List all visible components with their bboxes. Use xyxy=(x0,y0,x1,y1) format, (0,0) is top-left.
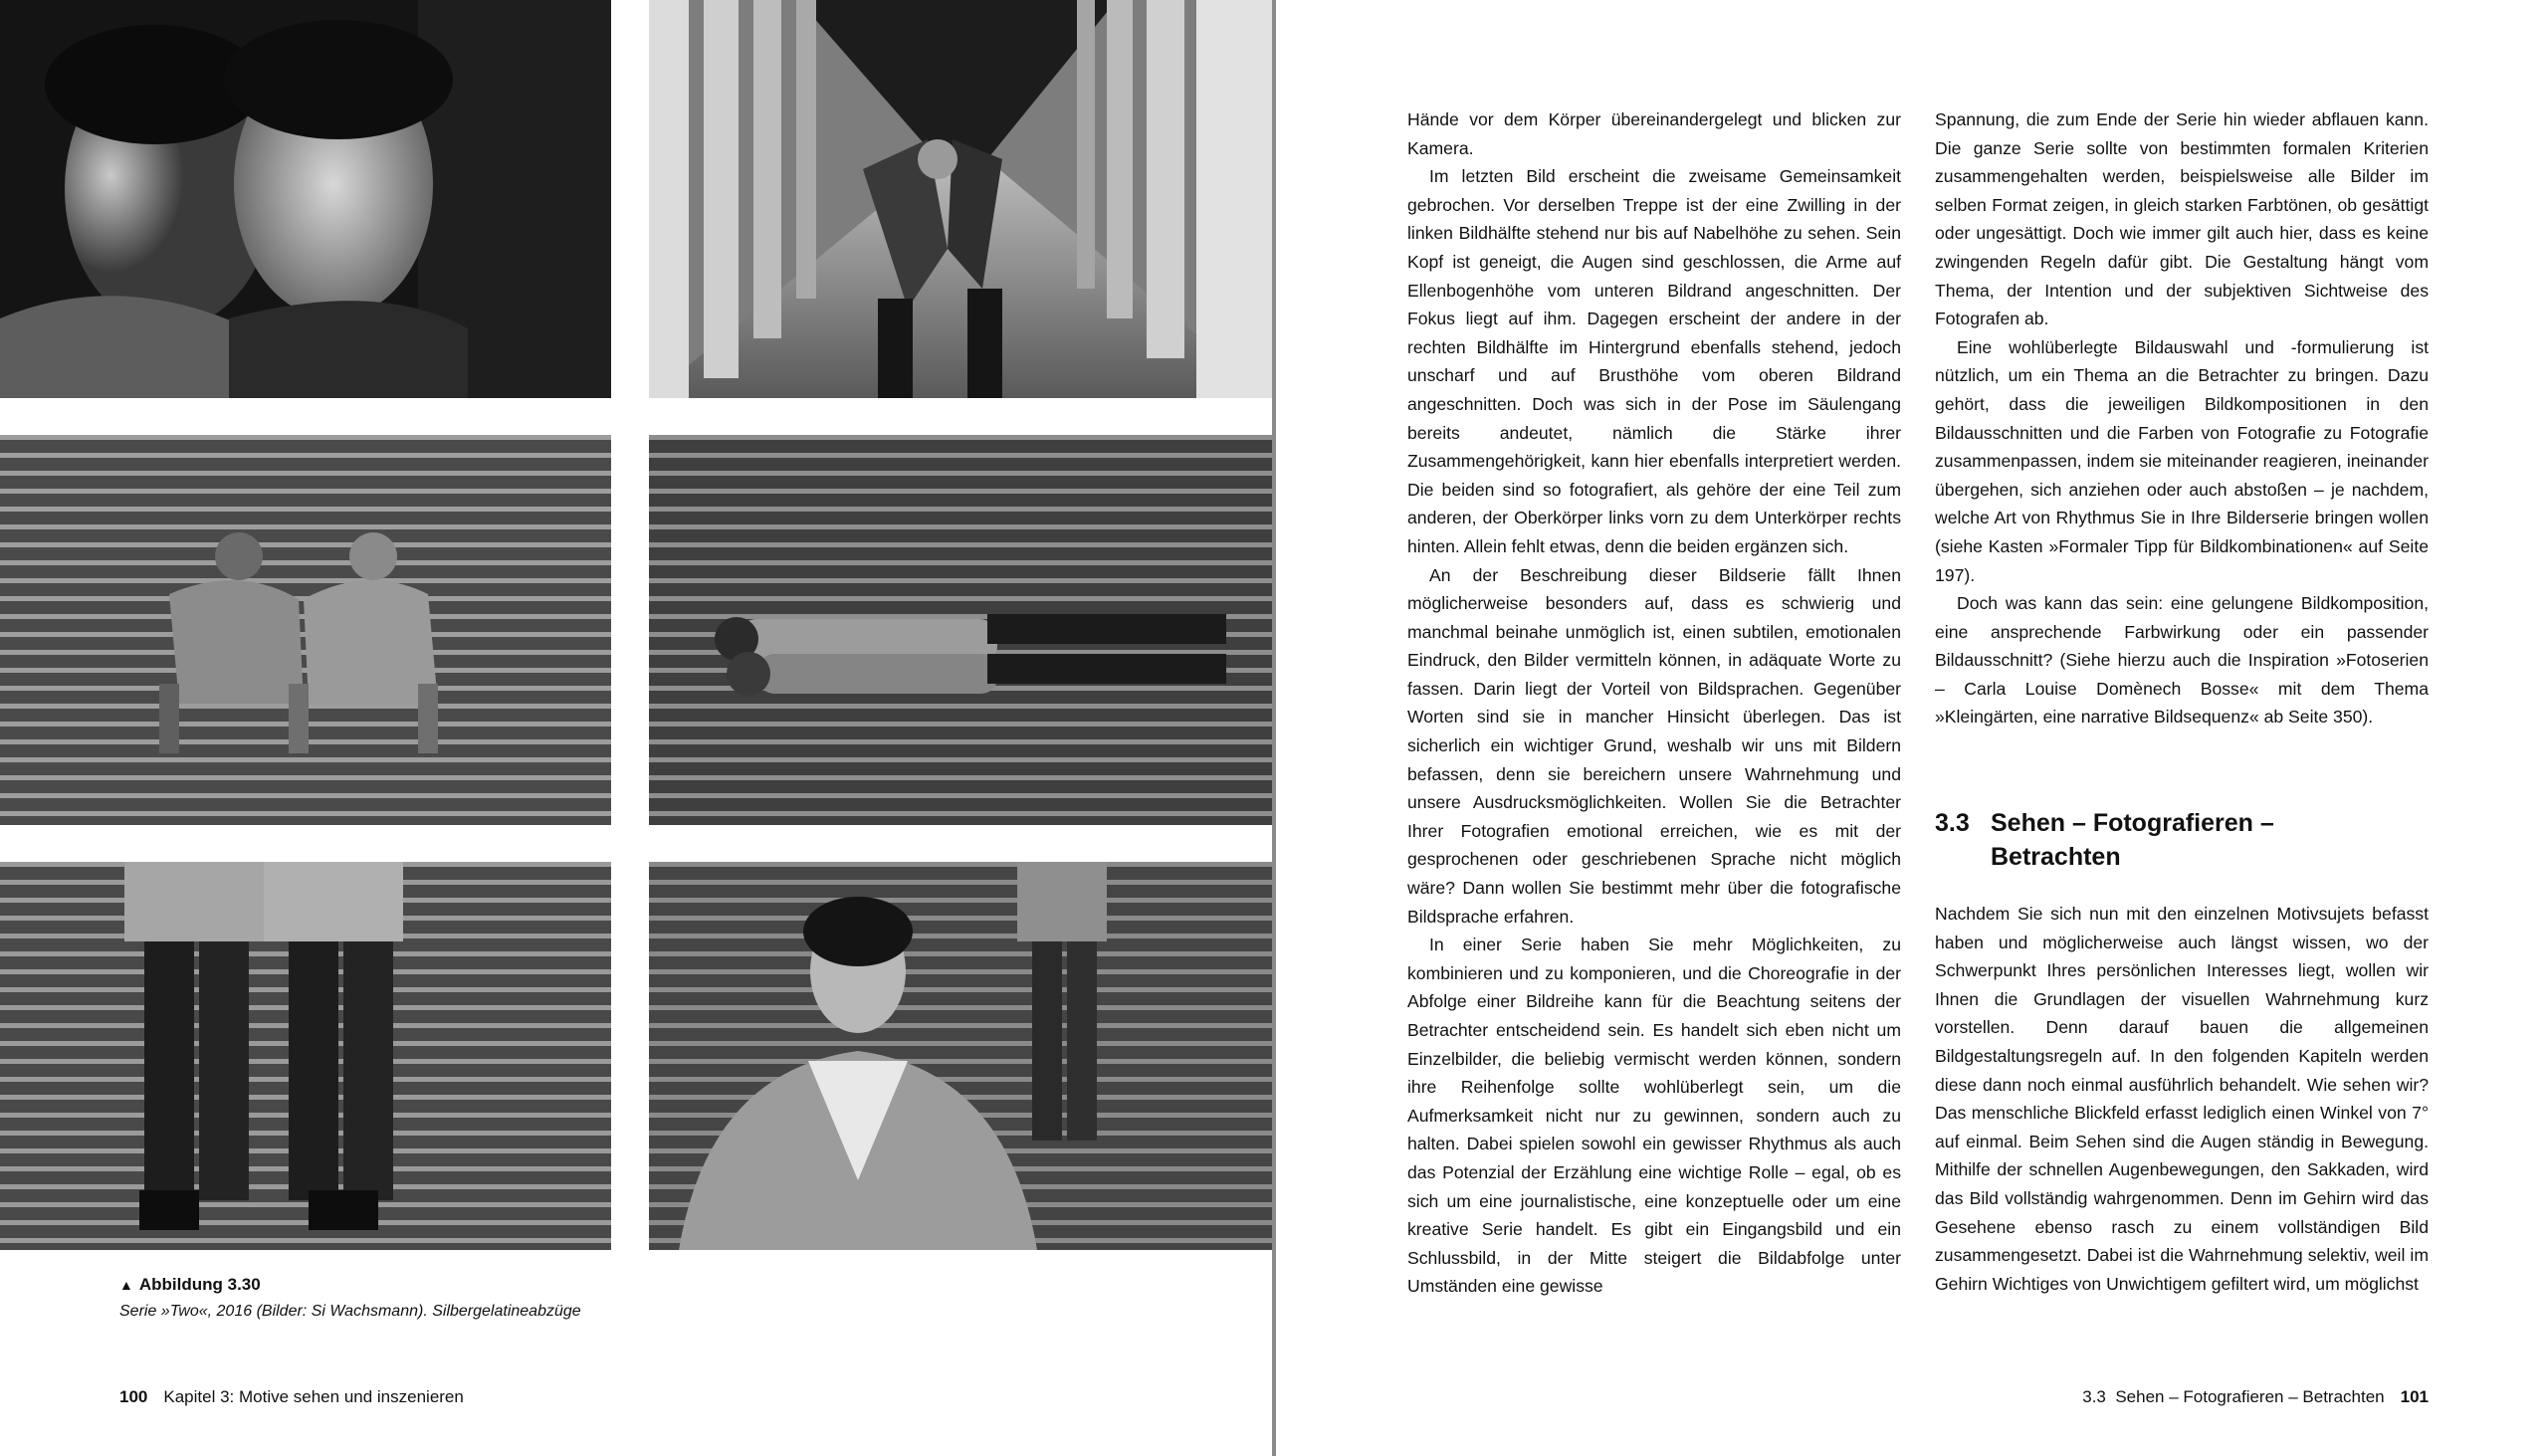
paragraph: In einer Serie haben Sie mehr Möglichkeiten, zu kombinieren und zu komponieren, und die Choreografie in der Abfolge einer Bildreihe kann für die Beachtung seitens der Betrachter entscheidend sein. Es handelt sich eben nicht um Einzelbilder, die beliebig vermischt werden können, sondern ihre Reihenfolge sollte wohlüberlegt sein, um die Aufmerksamkeit nicht nur zu gewinnen, sondern auch zu halten. Dabei spielen sowohl ein gewisser Rhythmus als auch das Potenzial der Erzählung eine wichtige Rolle – egal, ob es sich um eine journalistische, eine konzeptuelle oder um eine kreative Serie handelt. Es gibt ein Eingangsbild und ein Schlussbild, in der Mitte steigert die Bildabfolge unter Umständen eine gewisse xyxy=(1407,935,1901,1297)
left-folio xyxy=(119,1385,464,1409)
paragraph: Im letzten Bild erscheint die zweisame Gemeinsamkeit gebrochen. Vor derselben Treppe ist der eine Zwilling in der linken Bildhälfte stehend nur bis auf Nabelhöhe zu sehen. Sein Kopf ist geneigt, die Augen sind geschlossen, die Arme auf Ellenbogenhöhe vom unteren Bildrand angeschnitten. Der Fokus liegt auf ihm. Dagegen erscheint der andere in der rechten Bildhälfte im Hintergrund ebenfalls stehend, jedoch unscharf und auf Brusthöhe vom oberen Bildrand angeschnitten. Doch was sich in der Pose im Säulengang bereits andeutet, nämlich die Stärke ihrer Zusammengehörigkeit, kann hier ebenfalls interpretiert werden. Die beiden sind so fotografiert, als gehöre der eine Teil zum anderen, der Oberkörper links vorn zu dem Unterkörper rechts hinten. Allein fehlt etwas, denn die beiden ergänzen sich. xyxy=(1407,166,1901,556)
section-number: 3.3 xyxy=(1935,809,1970,837)
left-page xyxy=(0,0,1272,1456)
paragraph: Doch was kann das sein: eine gelungene Bildkomposition, eine ansprechende Farbwirkung oder ein passender Bildausschnitt? (Siehe hierzu auch die Inspiration »Fotoserien – Carla Louise Domènech Bosse« mit dem Thema »Kleingärten, eine narrative Bildsequenz« ab Seite 350). xyxy=(1935,593,2429,728)
photo-twins-stairs-portrait xyxy=(649,862,1272,1250)
right-folio xyxy=(2082,1385,2429,1409)
section-title-line2: Betrachten xyxy=(1991,843,2121,871)
section-heading xyxy=(1935,806,2429,874)
photo-twins-colonnade xyxy=(649,0,1272,398)
photo-twins-stairs-crouch xyxy=(0,435,611,825)
right-page xyxy=(1276,0,2548,1456)
caption-text: Serie »Two«, 2016 (Bilder: Si Wachsmann). Silbergelatineabzüge xyxy=(119,1303,581,1320)
running-head-left: Kapitel 3: Motive sehen und inszenieren xyxy=(163,1387,464,1406)
caption-title xyxy=(119,1273,717,1297)
paragraph: Hände vor dem Körper übereinandergelegt und blicken zur Kamera. xyxy=(1407,109,1901,158)
text-column-right xyxy=(1935,105,2429,731)
photo-twins-embrace xyxy=(0,0,611,398)
photo-twins-stairs-legs xyxy=(0,862,611,1250)
running-head-right: 3.3 Sehen – Fotografieren – Betrachten xyxy=(2082,1387,2385,1406)
section-body xyxy=(1935,900,2429,1298)
photo-twins-stairs-lying xyxy=(649,435,1272,825)
text-column-left xyxy=(1407,105,1901,1301)
caption-title-text: Abbildung 3.30 xyxy=(138,1275,261,1294)
figure-caption xyxy=(119,1273,717,1324)
paragraph: Eine wohlüberlegte Bildauswahl und -formulierung ist nützlich, um ein Thema an die Betrachter zu bringen. Dazu gehört, dass die jeweiligen Bildkompositionen in den Bildausschnitten und die Farben von Fotografie zu Fotografie zusammenpassen, indem sie miteinander reagieren, ineinander übergehen, sich anziehen oder auch abstoßen – je nachdem, welche Art von Rhythmus Sie in Ihre Bilderserie bringen wollen (siehe Kasten »Formaler Tipp für Bildkombinationen« auf Seite 197). xyxy=(1935,336,2429,585)
paragraph: Nachdem Sie sich nun mit den einzelnen Motivsujets befasst haben und möglicherweise auch längst wissen, wo der Schwerpunkt Ihres persönlichen Interesses liegt, wollen wir Ihnen die Grundlagen der visuellen Wahrnehmung kurz vorstellen. Denn darauf bauen die allgemeinen Bildgestaltungsregeln auf. In den folgenden Kapiteln werden diese dann noch einmal ausführlich behandelt. Wie sehen wir? Das menschliche Blickfeld erfasst lediglich einen Winkel von 7° auf einmal. Beim Sehen sind die Augen ständig in Bewegung. Mithilfe der schnellen Augenbewegungen, den Sakkaden, wird das Bild vollständig wahrgenommen. Denn im Gehirn wird das Gesehene ebenso rasch zu einem vollständigen Bild zusammengesetzt. Dabei ist die Wahrnehmung selektiv, weil im Gehirn Wichtiges von Unwichtigem gefiltert wird, um möglichst xyxy=(1935,904,2429,1294)
paragraph: Spannung, die zum Ende der Serie hin wieder abflauen kann. Die ganze Serie sollte von bestimmten formalen Kriterien zusammengehalten werden, beispielsweise alle Bilder im selben Format zeigen, in gleich starken Farbtönen, ob gesättigt oder ungesättigt. Doch wie immer gilt auch hier, dass es keine zwingenden Regeln dafür gibt. Die Gestaltung hängt vom Thema, der Intention und der subjektiven Sichtweise des Fotografen ab. xyxy=(1935,109,2429,329)
page-number-right: 101 xyxy=(2400,1387,2429,1406)
page-number-left: 100 xyxy=(119,1387,148,1406)
paragraph: An der Beschreibung dieser Bildserie fällt Ihnen möglicherweise besonders auf, dass es schwierig und manchmal beinahe unmöglich ist, einen subtilen, emotionalen Eindruck, den Bilder vermitteln können, in adäquate Worte zu fassen. Darin liegt der Vorteil von Bildsprachen. Gegenüber Worten sind sie in mancher Hinsicht überlegen. Das ist sicherlich ein wichtiger Grund, weshalb wir uns mit Bildern befassen, denn sie bereichern unsere Wahrnehmung und unsere Ausdrucksmöglichkeiten. Wollen Sie die Betrachter Ihrer Fotografien emotional erreichen, wie es mit der gesprochenen oder geschriebenen Sprache nicht möglich wäre? Dann wollen Sie bestimmt mehr über die fotografische Bildsprache erfahren. xyxy=(1407,564,1901,927)
double-chevron-up-icon: ▲ xyxy=(119,1277,133,1293)
section-title-line1: Sehen – Fotografieren – xyxy=(1991,809,2274,837)
